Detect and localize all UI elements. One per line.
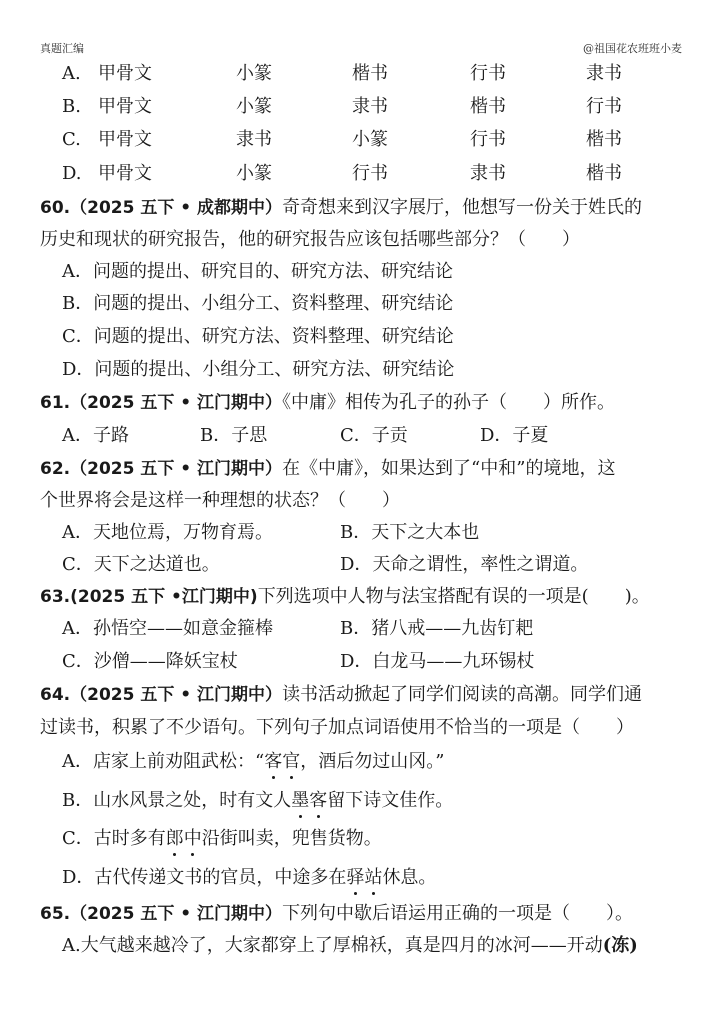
q63-option-d: D．白龙马——九环锡杖 xyxy=(340,651,535,672)
emphasis-dot-char: 客 xyxy=(309,790,328,811)
q61-source: （2025 五下 • 江门期中） xyxy=(70,393,283,413)
q63-number: 63. xyxy=(40,587,71,607)
q61-option-d: D．子夏 xyxy=(480,425,549,446)
q64-text: 读书活动掀起了同学们阅读的高潮。同学们通 xyxy=(282,684,643,705)
q62-option-d: D．天命之谓性，率性之谓道。 xyxy=(340,554,589,575)
q61-option-b: B．子思 xyxy=(200,425,268,446)
q65-number: 65. xyxy=(40,904,71,924)
q60-option-c: C．问题的提出、研究方法、资料整理、研究结论 xyxy=(62,326,454,347)
emphasis-dot-char: 官 xyxy=(282,751,301,772)
q62-option-b: B．天下之大本也 xyxy=(340,522,480,543)
q59-option-item: 行书 xyxy=(470,129,506,150)
q64-option-c-pre: C．古时多有 xyxy=(62,828,166,849)
q64-option-b xyxy=(62,789,453,813)
q59-option-letter: D. xyxy=(62,163,82,184)
q59-option-item: 楷书 xyxy=(352,63,388,84)
q59-option-item: 楷书 xyxy=(470,96,506,117)
q59-option-item: 隶书 xyxy=(352,96,388,117)
q64-option-a-post: ，酒后勿过山冈。” xyxy=(300,751,445,772)
q59-option-item: 甲骨文 xyxy=(98,129,152,150)
q60-option-d: D．问题的提出、小组分工、研究方法、研究结论 xyxy=(62,359,455,380)
q62-source: （2025 五下 • 江门期中） xyxy=(70,459,283,479)
header-left: 真题汇编 xyxy=(40,42,84,55)
q64-option-b-post: 留下诗文佳作。 xyxy=(327,790,454,811)
q59-option-item: 甲骨文 xyxy=(98,96,152,117)
q60-source: （2025 五下 • 成都期中） xyxy=(70,198,283,218)
q64-option-d-dotted-word xyxy=(346,867,382,888)
q59-option-letter: A. xyxy=(62,63,81,84)
q64-option-b-dotted-word xyxy=(291,790,327,811)
emphasis-dot-char: 墨 xyxy=(291,790,310,811)
q60-stem-line2: 历史和现状的研究报告，他的研究报告应该包括哪些部分？（ ） xyxy=(40,229,580,250)
q59-option-item: 甲骨文 xyxy=(98,63,152,84)
q64-number: 64. xyxy=(40,685,71,705)
q64-stem-line2: 过读书，积累了不少语句。下列句子加点词语使用不恰当的一项是（ ） xyxy=(40,717,634,738)
q62-option-a: A．天地位焉，万物育焉。 xyxy=(62,522,273,543)
q61-number: 61. xyxy=(40,393,71,413)
q64-option-c-dotted-word xyxy=(166,828,202,849)
q64-option-d-post: 休息。 xyxy=(382,867,437,888)
emphasis-dot-char: 站 xyxy=(364,867,383,888)
q64-option-a-dotted-word xyxy=(264,751,300,772)
q64-source: （2025 五下 • 江门期中） xyxy=(70,685,283,705)
q65-source: （2025 五下 • 江门期中） xyxy=(70,904,283,924)
q64-option-b-pre: B．山水风景之处，时有文人 xyxy=(62,790,292,811)
q59-option-item: 隶书 xyxy=(586,63,622,84)
q60-option-b: B．问题的提出、小组分工、资料整理、研究结论 xyxy=(62,293,454,314)
q63-option-a: A．孙悟空——如意金箍棒 xyxy=(62,618,273,639)
q64-option-d-pre: D．古代传递文书的官员，中途多在 xyxy=(62,867,347,888)
emphasis-dot-char: 客 xyxy=(264,751,283,772)
q62-stem-line2: 个世界将会是这样一种理想的状态？（ ） xyxy=(40,490,400,511)
q63-option-b: B．猪八戒——九齿钉耙 xyxy=(340,618,534,639)
emphasis-dot-char: 驿 xyxy=(346,867,365,888)
header-right: @祖国花农班班小麦 xyxy=(583,42,682,55)
q59-option-item: 行书 xyxy=(352,163,388,184)
q61-stem xyxy=(40,391,615,415)
q62-option-c: C．天下之达道也。 xyxy=(62,554,220,575)
q61-option-c: C．子贡 xyxy=(340,425,408,446)
q64-option-c-post: 沿街叫卖，兜售货物。 xyxy=(201,828,382,849)
q60-option-a: A．问题的提出、研究目的、研究方法、研究结论 xyxy=(62,261,453,282)
q60-number: 60. xyxy=(40,198,71,218)
q59-option-item: 甲骨文 xyxy=(98,163,152,184)
q62-text: 在《中庸》，如果达到了“中和”的境地，这 xyxy=(282,458,616,479)
q65-text: 下列句中歇后语运用正确的一项是（ ）。 xyxy=(282,903,634,924)
q59-option-item: 行书 xyxy=(470,63,506,84)
q65-option-a-text: A.大气越来越冷了，大家都穿上了厚棉袄，真是四月的冰河——开动 xyxy=(62,935,603,956)
q61-option-a: A．子路 xyxy=(62,425,129,446)
q59-option-item: 隶书 xyxy=(236,129,272,150)
q63-stem xyxy=(40,585,650,609)
q64-option-a xyxy=(62,750,444,774)
q65-option-a-bold: (冻) xyxy=(602,935,638,956)
q60-text: 奇奇想来到汉字展厅，他想写一份关于姓氏的 xyxy=(282,197,643,218)
q59-option-letter: B. xyxy=(62,96,81,117)
q59-option-letter: C. xyxy=(62,129,81,150)
q63-source: (2025 五下 •江门期中) xyxy=(70,587,258,607)
q64-option-d xyxy=(62,866,436,890)
q59-option-item: 小篆 xyxy=(236,63,272,84)
q65-option-a xyxy=(62,934,638,958)
q65-stem xyxy=(40,902,633,926)
q64-option-a-pre: A．店家上前劝阻武松：“ xyxy=(62,751,265,772)
q59-option-item: 楷书 xyxy=(586,129,622,150)
q59-option-item: 小篆 xyxy=(236,163,272,184)
q59-option-item: 小篆 xyxy=(352,129,388,150)
q60-stem xyxy=(40,196,642,220)
q61-text: 《中庸》相传为孔子的孙子（ ）所作。 xyxy=(282,392,616,413)
q63-option-c: C．沙僧——降妖宝杖 xyxy=(62,651,238,672)
q59-option-item: 楷书 xyxy=(586,163,622,184)
q64-option-c xyxy=(62,827,382,851)
emphasis-dot-char: 中 xyxy=(183,828,202,849)
q62-stem xyxy=(40,457,615,481)
q59-option-item: 行书 xyxy=(586,96,622,117)
q62-number: 62. xyxy=(40,459,71,479)
q59-option-item: 小篆 xyxy=(236,96,272,117)
q64-stem xyxy=(40,683,642,707)
emphasis-dot-char: 郎 xyxy=(165,828,184,849)
q63-text: 下列选项中人物与法宝搭配有误的一项是( )。 xyxy=(257,586,650,607)
q59-option-item: 隶书 xyxy=(470,163,506,184)
